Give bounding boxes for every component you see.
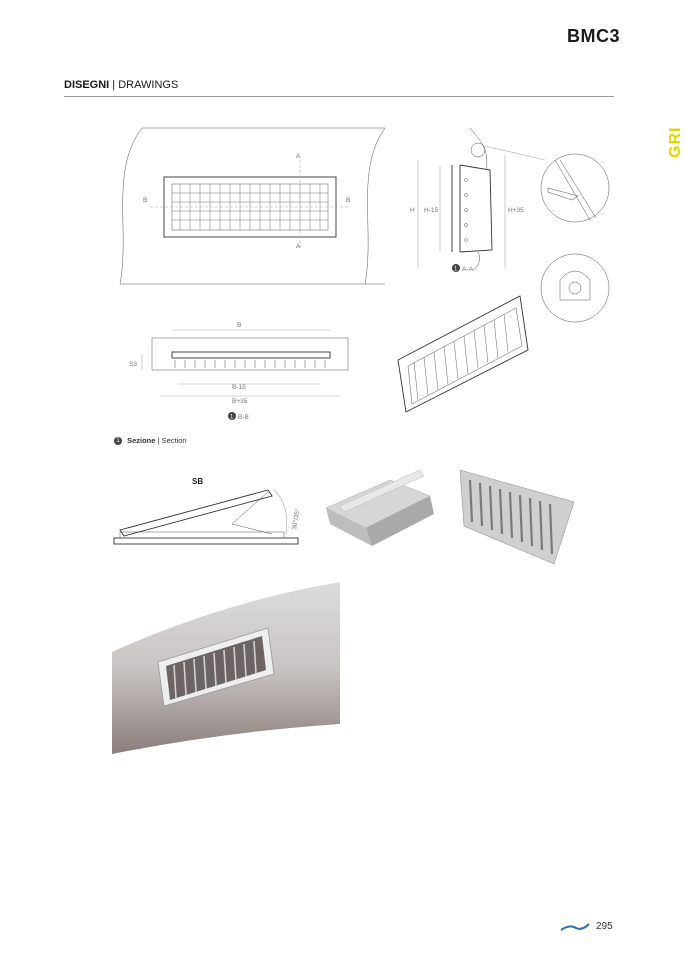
section-aa-drawing: [410, 128, 609, 322]
caption-bold: Sezione: [127, 436, 156, 445]
section-aa-marker-label: A-A: [462, 266, 473, 273]
plan-view-drawing: [129, 322, 348, 421]
grille-render-image: [454, 466, 580, 566]
label-h-minus: H-15: [424, 207, 439, 214]
label-s3: S3: [129, 361, 137, 368]
page-number: 295: [596, 921, 613, 932]
label-b: B: [237, 322, 242, 329]
sb-angle-label: 30°/35°: [291, 507, 302, 531]
sb-title: SB: [192, 477, 204, 486]
caption-marker: 1: [114, 437, 122, 445]
plan-marker-label: B-B: [238, 414, 249, 421]
section-caption: [114, 436, 187, 445]
label-a-top: A: [296, 153, 301, 160]
label-a-bottom: A: [296, 243, 301, 250]
isometric-grille-drawing: [398, 296, 528, 412]
caption-separator: |: [157, 436, 160, 445]
sb-drawing: [114, 477, 302, 544]
side-tab-label: GRI: [667, 126, 684, 158]
brand-wave-icon: [560, 922, 590, 932]
label-b-left: B: [143, 197, 148, 204]
section-separator: |: [112, 79, 116, 91]
sb-render-image: [320, 466, 440, 556]
plan-marker-num: 1: [230, 414, 234, 421]
label-b-right: B: [346, 197, 351, 204]
label-b-minus: B-15: [232, 384, 246, 391]
caption-rest: Section: [161, 436, 187, 445]
product-code: BMC3: [566, 26, 620, 46]
front-view-drawing: [120, 128, 385, 284]
section-title-it: DISEGNI: [64, 79, 110, 91]
section-title-en: DRAWINGS: [118, 79, 179, 91]
section-aa-marker-num: 1: [454, 266, 458, 273]
label-h-plus: H+35: [508, 207, 524, 214]
label-b-plus: B+35: [232, 398, 248, 405]
label-h: H: [410, 207, 415, 214]
duct-render-image: [112, 582, 340, 754]
